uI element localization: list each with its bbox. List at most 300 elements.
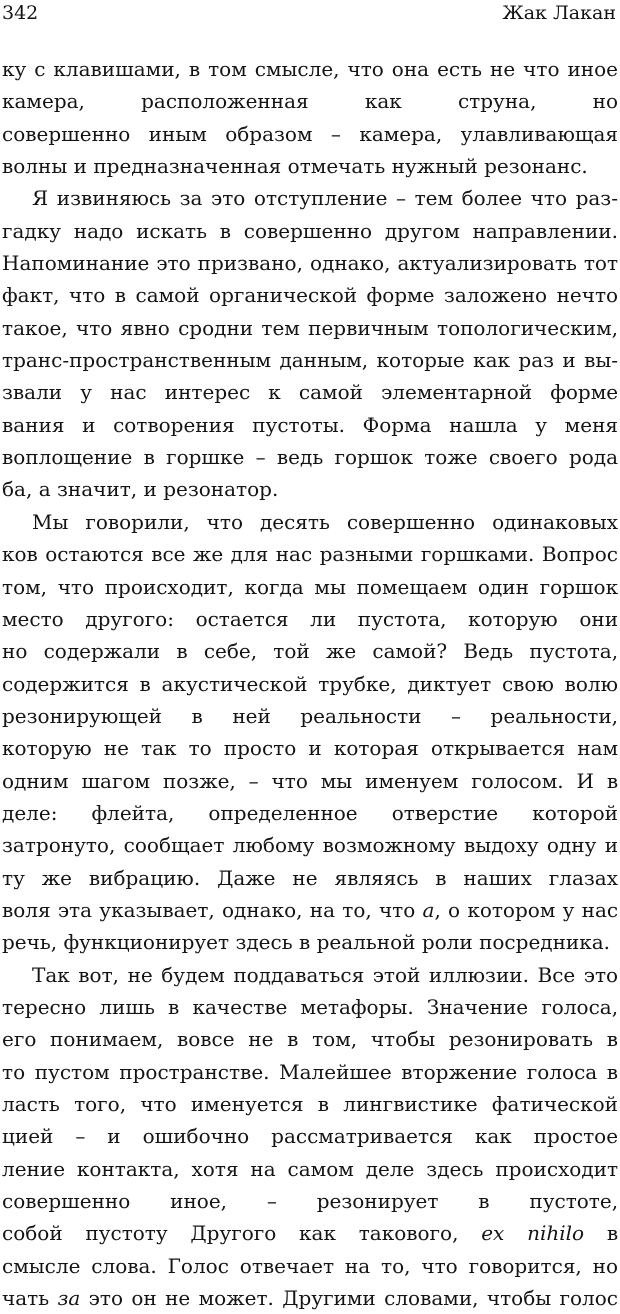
- text-run: направлении.: [472, 218, 618, 243]
- text-run: как: [299, 1221, 336, 1246]
- text-run: выдоху: [463, 833, 539, 858]
- text-run: образом: [225, 121, 313, 146]
- text-run: голоса,: [541, 994, 618, 1019]
- text-run: открывается: [430, 736, 566, 761]
- text-line: [2, 571, 618, 603]
- text-run: именуется: [190, 1092, 304, 1116]
- text-run: как: [474, 1124, 512, 1149]
- text-run: может.: [198, 1286, 274, 1311]
- text-run: нас: [110, 380, 147, 405]
- italic-text: а: [422, 897, 435, 922]
- text-run: же: [192, 542, 224, 567]
- text-run: том,: [2, 574, 48, 599]
- text-line: [2, 797, 618, 829]
- text-run: как: [473, 348, 511, 373]
- text-run: не: [248, 1027, 274, 1052]
- text-run: волю: [564, 671, 618, 696]
- text-run: тем: [261, 315, 300, 340]
- text-run: что: [140, 1092, 177, 1116]
- text-run: голос: [559, 1286, 618, 1311]
- text-run: раз: [518, 348, 555, 373]
- text-run: будем: [161, 962, 225, 987]
- text-run: то: [2, 1059, 26, 1084]
- text-line: [2, 118, 618, 150]
- text-run: другом: [384, 218, 460, 243]
- text-run: другого:: [85, 606, 174, 631]
- text-run: заложено: [443, 283, 548, 308]
- text-run: это: [156, 251, 191, 276]
- text-run: затронуто,: [2, 833, 116, 858]
- text-run: камера,: [359, 121, 443, 146]
- text-run: чать: [2, 1286, 50, 1311]
- text-run: глазах: [548, 865, 618, 890]
- text-run: ба,: [2, 477, 33, 502]
- text-line: [2, 441, 618, 473]
- text-run: –: [266, 1189, 277, 1214]
- text-run: ту: [2, 865, 25, 890]
- text-run: тот: [583, 251, 618, 276]
- text-run: позже,: [162, 768, 236, 793]
- text-run: в: [606, 1059, 618, 1084]
- text-run: в: [139, 671, 151, 696]
- text-run: лингвистике: [343, 1092, 478, 1116]
- text-run: нас: [581, 897, 618, 922]
- text-run: в: [219, 218, 232, 243]
- text-run: вторжение: [401, 1059, 518, 1084]
- text-run: ку: [2, 57, 27, 81]
- text-run: наших: [463, 865, 532, 890]
- text-run: есть: [437, 57, 483, 81]
- text-run: простое: [533, 1124, 618, 1149]
- text-line: [2, 1282, 618, 1314]
- text-run: пустоты.: [252, 412, 345, 437]
- text-run: в: [191, 703, 203, 728]
- text-run: то: [188, 736, 212, 761]
- text-run: то,: [342, 897, 372, 922]
- text-run: нас: [275, 542, 313, 567]
- text-run: которую: [2, 736, 92, 761]
- text-run: –: [75, 1124, 86, 1149]
- text-run: И: [576, 768, 594, 793]
- text-run: разными: [319, 542, 414, 567]
- text-run: шагом: [81, 768, 151, 793]
- text-run: струна,: [457, 89, 537, 114]
- text-run: лишь: [99, 994, 155, 1019]
- text-run: для: [230, 542, 269, 567]
- text-line: [2, 732, 618, 764]
- text-run: говорили,: [85, 509, 190, 534]
- text-run: в: [114, 283, 127, 308]
- text-run: и: [143, 477, 157, 502]
- text-run: чтобы: [486, 1286, 552, 1311]
- text-run: а: [38, 477, 51, 502]
- text-run: что: [523, 57, 560, 81]
- text-run: воля: [2, 897, 51, 922]
- text-line: [2, 506, 618, 538]
- text-run: рассматривается: [271, 1124, 453, 1149]
- page-number: 342: [2, 2, 39, 24]
- text-run: интерес: [164, 380, 251, 405]
- text-line: [2, 991, 618, 1023]
- text-run: ли: [310, 606, 337, 631]
- italic-text: nihilo: [527, 1221, 585, 1246]
- text-run: к: [268, 380, 281, 405]
- text-run: форме: [550, 380, 618, 405]
- text-run: в: [298, 930, 311, 955]
- text-run: трубке,: [318, 671, 397, 696]
- text-run: понимаем,: [50, 1027, 164, 1052]
- text-run: себе,: [203, 639, 258, 664]
- text-run: ласть: [2, 1092, 60, 1116]
- text-run: органической: [209, 283, 358, 308]
- text-run: элементарной: [381, 380, 533, 405]
- text-run: иное: [567, 57, 618, 81]
- text-line: [2, 1185, 618, 1217]
- text-line: [2, 765, 618, 797]
- text-run: остаются: [45, 542, 144, 567]
- text-run: речь,: [2, 930, 58, 955]
- text-run: эта: [57, 897, 93, 922]
- text-run: тем: [414, 186, 454, 211]
- text-run: клавишами,: [53, 57, 181, 81]
- text-run: слова.: [91, 1253, 157, 1278]
- text-run: Я: [32, 186, 49, 211]
- text-run: возможному: [322, 833, 456, 858]
- text-run: и: [82, 412, 96, 437]
- text-run: которую: [468, 606, 558, 631]
- text-run: ней: [232, 703, 271, 728]
- text-run: акустической: [161, 671, 308, 696]
- text-line: [2, 85, 618, 117]
- text-run: функционирует: [63, 930, 230, 955]
- text-line: [2, 700, 618, 732]
- text-run: извиняюсь: [56, 186, 172, 211]
- text-run: смысле: [2, 1253, 81, 1278]
- text-run: которая: [333, 736, 419, 761]
- text-run: реальной: [316, 930, 416, 955]
- text-run: в: [188, 57, 201, 81]
- text-run: на: [309, 897, 336, 922]
- text-line: [2, 1088, 618, 1120]
- text-run: горшок: [334, 445, 413, 470]
- text-run: ,: [434, 897, 441, 922]
- text-run: более: [461, 186, 523, 211]
- text-run: но: [592, 89, 618, 114]
- text-run: свою: [501, 671, 554, 696]
- text-run: указывает,: [99, 897, 215, 922]
- text-run: все: [151, 542, 186, 567]
- text-run: в: [606, 1221, 618, 1246]
- text-run: самом: [287, 1156, 354, 1181]
- text-run: что: [271, 768, 308, 793]
- text-run: нам: [577, 736, 618, 761]
- text-line: [2, 862, 618, 894]
- text-run: меня: [564, 412, 618, 437]
- text-line: [2, 182, 618, 214]
- text-run: и: [73, 154, 87, 179]
- text-run: в: [478, 1189, 490, 1214]
- text-run: расположенная: [141, 89, 309, 114]
- text-run: же: [41, 865, 72, 890]
- text-run: что: [530, 186, 567, 211]
- text-run: на: [250, 1156, 276, 1181]
- text-run: гадку: [2, 218, 61, 243]
- text-run: раз-: [575, 186, 618, 211]
- text-line: [2, 1023, 618, 1055]
- text-run: такового,: [358, 1221, 459, 1246]
- text-run: его: [2, 1027, 37, 1052]
- text-line: [2, 279, 618, 311]
- text-line: [2, 215, 618, 247]
- text-run: пустоте,: [529, 1189, 618, 1214]
- running-head: Жак Лакан: [502, 2, 616, 24]
- text-line: [2, 344, 618, 376]
- text-run: резонирует: [316, 1189, 439, 1214]
- text-run: отступление: [253, 186, 388, 211]
- text-run: –: [396, 186, 406, 211]
- text-line: [2, 376, 618, 408]
- text-run: определенное: [208, 800, 358, 825]
- text-run: нечто: [556, 283, 618, 308]
- text-run: помещаем: [356, 574, 468, 599]
- text-run: здесь: [426, 1156, 484, 1181]
- text-run: –: [248, 768, 259, 793]
- text-run: Мы: [32, 509, 69, 534]
- text-run: котором: [467, 897, 556, 922]
- text-run: –: [255, 445, 266, 470]
- text-run: происходит: [495, 1156, 618, 1181]
- text-run: искать: [136, 218, 208, 243]
- text-run: топологическим,: [437, 315, 618, 340]
- text-run: в: [606, 768, 618, 793]
- text-run: что: [76, 315, 113, 340]
- text-run: одним: [2, 768, 69, 793]
- text-line: [2, 473, 618, 505]
- text-run: цией: [2, 1124, 54, 1149]
- text-run: когда: [244, 574, 304, 599]
- text-run: форме: [366, 283, 435, 308]
- text-run: которые: [376, 348, 465, 373]
- text-run: –: [451, 703, 462, 728]
- text-run: резонирующей: [2, 703, 162, 728]
- text-run: вибрацию.: [88, 865, 201, 890]
- text-run: той: [273, 639, 310, 664]
- text-run: совершенно: [2, 121, 131, 146]
- text-run: место: [2, 606, 64, 631]
- text-run: однако,: [222, 897, 303, 922]
- text-run: том: [208, 57, 247, 81]
- text-run: сотворения: [113, 412, 235, 437]
- text-line: [2, 829, 618, 861]
- text-run: то,: [381, 1253, 411, 1278]
- text-run: они: [579, 606, 618, 631]
- text-run: том,: [312, 1027, 358, 1052]
- text-line: [2, 668, 618, 700]
- text-run: и: [107, 1124, 121, 1149]
- text-run: и: [308, 736, 322, 761]
- text-line: [2, 1056, 618, 1088]
- text-run: говорится,: [468, 1253, 582, 1278]
- text-run: содержали: [43, 639, 161, 664]
- text-run: которой: [532, 800, 618, 825]
- text-run: что: [421, 1253, 458, 1278]
- text-run: Все: [537, 962, 576, 987]
- text-run: нужный: [391, 154, 478, 179]
- text-run: но: [2, 639, 28, 664]
- text-run: не: [292, 865, 318, 890]
- text-run: роли: [421, 930, 473, 955]
- text-run: и: [604, 833, 618, 858]
- text-run: так: [141, 736, 177, 761]
- text-run: не: [127, 962, 153, 987]
- text-run: в: [143, 445, 155, 470]
- text-run: с: [34, 57, 46, 81]
- text-run: происходит,: [104, 574, 234, 599]
- text-run: флейта,: [91, 800, 175, 825]
- text-run: этой: [372, 962, 421, 987]
- text-run: Даже: [217, 865, 276, 890]
- text-run: Напоминание: [2, 251, 150, 276]
- text-run: пустота,: [529, 639, 618, 664]
- text-run: иным: [148, 121, 207, 146]
- text-run: совершенно: [346, 509, 476, 534]
- text-run: самой: [135, 283, 200, 308]
- text-line: [2, 409, 618, 441]
- text-run: что: [347, 57, 384, 81]
- text-run: иное,: [170, 1189, 228, 1214]
- text-run: волны: [2, 154, 68, 179]
- text-run: вот,: [78, 962, 120, 987]
- text-run: десять: [259, 509, 330, 534]
- text-run: Другими: [282, 1286, 376, 1311]
- text-run: Ведь: [463, 639, 514, 664]
- text-run: же: [325, 639, 357, 664]
- text-run: как: [364, 89, 402, 114]
- text-run: на: [344, 1253, 371, 1278]
- text-run: реальности: [300, 703, 422, 728]
- text-run: явно: [120, 315, 170, 340]
- text-run: не: [490, 57, 516, 81]
- text-run: транс-пространственным: [2, 348, 272, 373]
- text-run: Так: [32, 962, 70, 987]
- text-run: мы: [320, 768, 353, 793]
- text-run: в: [435, 865, 447, 890]
- text-run: о: [448, 897, 461, 922]
- text-run: камера,: [2, 89, 85, 114]
- text-run: посредника.: [479, 930, 611, 955]
- text-line: [2, 1217, 618, 1249]
- text-run: нашла: [449, 412, 518, 437]
- text-run: сродни: [178, 315, 254, 340]
- text-run: ошибочно: [142, 1124, 250, 1149]
- text-run: ление: [2, 1156, 66, 1181]
- text-run: воплощение: [2, 445, 133, 470]
- text-run: не: [165, 1286, 191, 1311]
- text-run: актуализировать: [397, 251, 577, 276]
- text-line: [2, 959, 618, 991]
- text-run: факт,: [2, 283, 60, 308]
- text-run: один: [477, 574, 529, 599]
- text-line: [2, 1120, 618, 1152]
- text-run: значит,: [56, 477, 138, 502]
- text-run: сообщает: [123, 833, 225, 858]
- text-line: [2, 894, 618, 926]
- text-run: словами,: [384, 1286, 479, 1311]
- text-run: пустом: [34, 1059, 110, 1084]
- text-run: в: [176, 639, 188, 664]
- text-run: являясь: [334, 865, 419, 890]
- text-run: Малейшее: [279, 1059, 392, 1084]
- text-run: отверстие: [391, 800, 499, 825]
- text-run: контакта,: [76, 1156, 180, 1181]
- text-run: самой?: [372, 639, 448, 664]
- text-run: Форма: [362, 412, 432, 437]
- text-run: у: [535, 412, 548, 437]
- text-run: Значение: [426, 994, 529, 1019]
- text-run: резонанс.: [484, 154, 588, 179]
- text-run: вы-: [584, 348, 618, 373]
- text-run: горшок: [539, 574, 618, 599]
- text-run: первичным: [308, 315, 429, 340]
- text-run: содержится: [2, 671, 129, 696]
- text-run: в: [287, 1027, 299, 1052]
- text-run: просто: [223, 736, 297, 761]
- text-line: [2, 312, 618, 344]
- text-run: звали: [2, 380, 63, 405]
- text-run: он: [131, 1286, 157, 1311]
- italic-text: ex: [481, 1221, 505, 1246]
- text-run: здесь: [235, 930, 293, 955]
- text-run: не: [103, 736, 129, 761]
- text-run: что: [206, 509, 243, 534]
- text-run: в: [168, 994, 180, 1019]
- text-run: голоса: [526, 1059, 598, 1084]
- text-run: голосом.: [471, 768, 564, 793]
- text-run: деле:: [2, 800, 58, 825]
- text-run: пустота,: [357, 606, 447, 631]
- text-line: [2, 538, 618, 570]
- text-run: у: [80, 380, 93, 405]
- text-run: вовсе: [177, 1027, 235, 1052]
- text-run: пустоту: [85, 1221, 168, 1246]
- text-run: вания: [2, 412, 65, 437]
- text-run: одну: [546, 833, 597, 858]
- text-run: иллюзии.: [428, 962, 529, 987]
- text-run: именуем: [365, 768, 459, 793]
- text-run: своего: [488, 445, 558, 470]
- text-run: отвечает: [239, 1253, 335, 1278]
- text-run: резонатор.: [163, 477, 279, 502]
- text-run: это: [211, 186, 246, 211]
- text-run: горшке: [166, 445, 245, 470]
- text-run: Голос: [167, 1253, 229, 1278]
- text-run: это: [583, 962, 618, 987]
- text-run: реальности,: [490, 703, 618, 728]
- text-run: такое,: [2, 315, 68, 340]
- text-run: пространстве.: [119, 1059, 270, 1084]
- text-run: смысле,: [254, 57, 340, 81]
- text-run: она: [391, 57, 430, 81]
- text-run: надо: [73, 218, 124, 243]
- text-run: отмечать: [287, 154, 386, 179]
- text-run: предназначенная: [93, 154, 282, 179]
- text-run: собой: [2, 1221, 63, 1246]
- text-run: самой: [298, 380, 363, 405]
- text-run: фатической: [491, 1092, 618, 1116]
- text-run: но: [592, 1253, 618, 1278]
- text-run: однако,: [309, 251, 391, 276]
- text-line: [2, 53, 618, 85]
